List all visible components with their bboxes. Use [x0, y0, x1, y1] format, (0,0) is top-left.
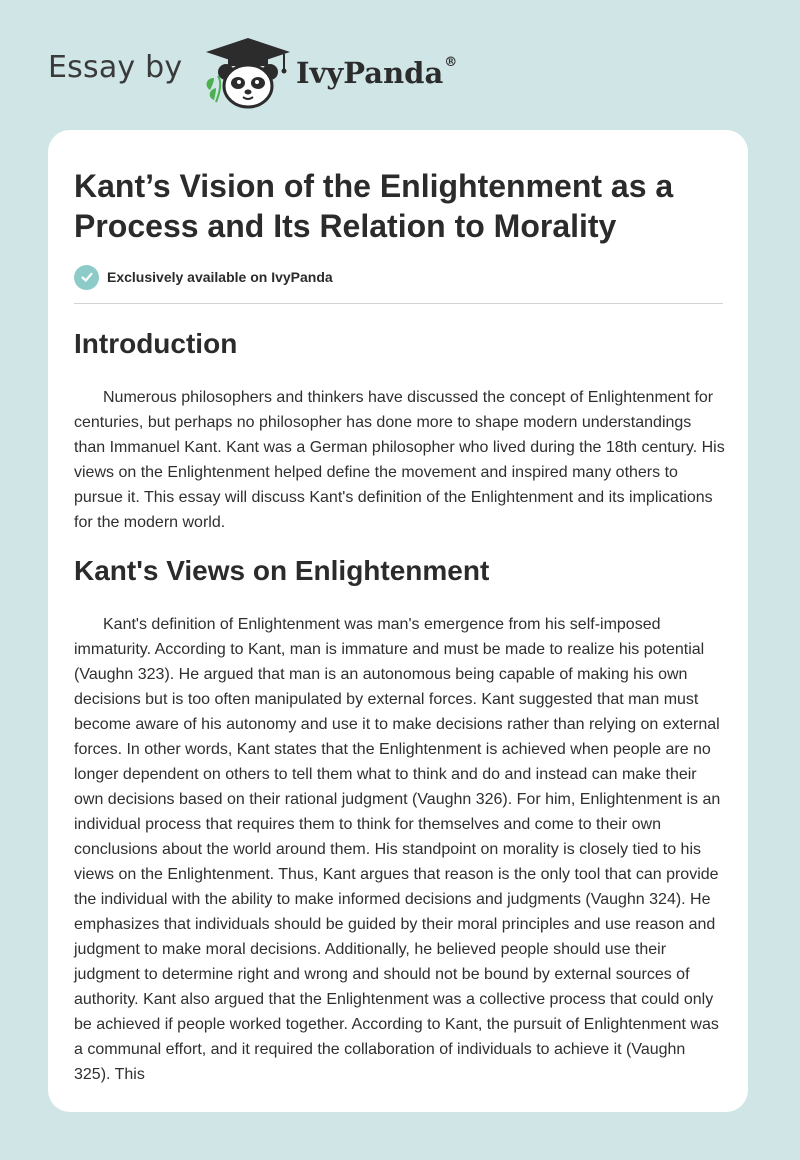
ivypanda-logo-icon[interactable] [200, 36, 296, 110]
site-header [0, 0, 800, 120]
brand-name-text: IvyPanda [296, 56, 444, 90]
check-icon [74, 265, 99, 290]
essay-title: Kant’s Vision of the Enlightenment as a Process and Its Relation to Morality [74, 168, 674, 244]
exclusive-badge-label: Exclusively available on IvyPanda [107, 269, 333, 285]
brand-name[interactable] [296, 56, 457, 90]
section-paragraph: Numerous philosophers and thinkers have discussed the concept of Enlightenment for centuries, but perhaps no philosopher has done more to shape modern understandings than Immanuel Kant. Kant was a German philosopher who lived during the 18th century. His views on the Enlightenment helped define the movement and inspired many others to pursue it. This essay will discuss Kant's definition of the Enlightenment and its implications for the modern world. [74, 389, 725, 531]
essay-by-label: Essay by [48, 50, 183, 85]
title-divider [74, 303, 723, 304]
exclusive-badge [74, 264, 333, 290]
section-heading: Introduction [74, 328, 238, 359]
section-kants-views [74, 554, 726, 1087]
essay-card [48, 130, 748, 1112]
section-introduction [74, 327, 726, 535]
section-heading: Kant's Views on Enlightenment [74, 555, 490, 586]
registered-mark: ® [444, 55, 458, 71]
section-paragraph: Kant's definition of Enlightenment was man's emergence from his self-imposed immaturity. According to Kant, man is immature and must be made to realize his potential (Vaughn 323). He argued that man is an autonomous being capable of making his own decisions but is too often manipulated by external forces. Kant suggested that man must become aware of his autonomy and use it to make decisions rather than relying on external forces. In other words, Kant states that the Enlightenment is achieved when people are no longer dependent on others to tell them what to think and do and instead can make their own decisions based on their rational judgment (Vaughn 326). For him, Enlightenment is an individual process that requires them to think for themselves and come to their own conclusions about the world around them. His standpoint on morality is closely tied to his views on the Enlightenment. Thus, Kant argues that reason is the only tool that can provide the individual with the ability to make informed decisions and judgments (Vaughn 324). He emphasizes that individuals should be guided by their moral principles and use reason and judgment to make moral decisions. Additionally, he believed people should use their judgment to determine right and wrong and should not be bound by external sources of authority. Kant also argued that the Enlightenment was a collective process that could only be achieved if people worked together. According to Kant, the pursuit of Enlightenment was a communal effort, and it required the collaboration of individuals to achieve it (Vaughn 325). This [74, 616, 721, 1083]
